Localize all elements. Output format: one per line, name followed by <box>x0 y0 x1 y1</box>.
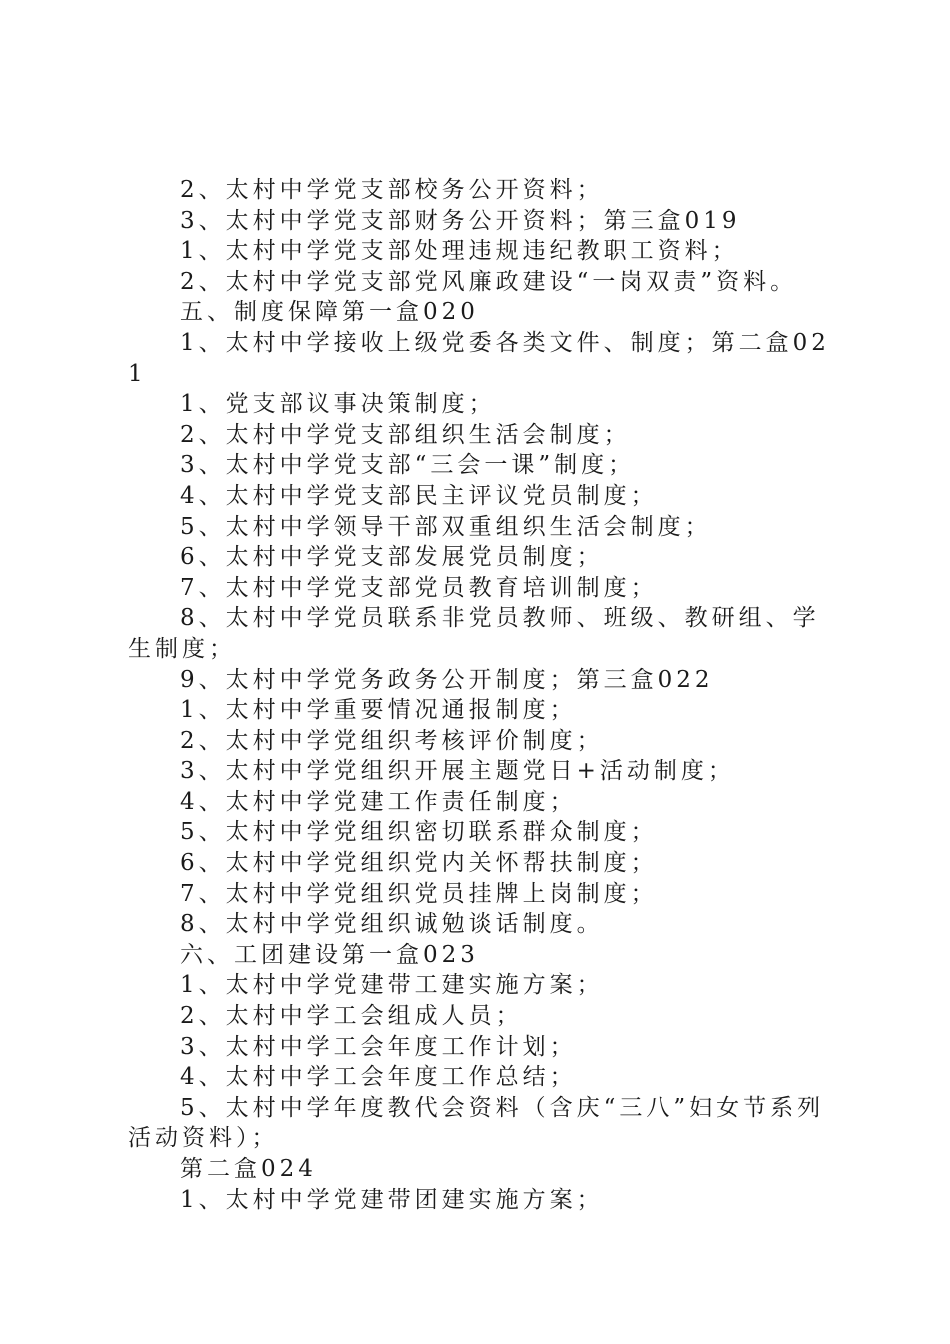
text-line: 4、太村中学党建工作责任制度； <box>180 788 577 815</box>
text-line: 3、太村中学党支部“三会一课”制度； <box>180 452 636 479</box>
section-heading: 五、制度保障第一盒020 <box>180 299 479 326</box>
text-line: 4、太村中学工会年度工作总结； <box>180 1064 577 1091</box>
text-line: 4、太村中学党支部民主评议党员制度； <box>180 482 658 509</box>
text-line: 1、太村中学接收上级党委各类文件、制度；第二盒021 <box>128 329 830 387</box>
text-line: 2、太村中学党支部组织生活会制度； <box>180 421 631 448</box>
text-line: 1、太村中学重要情况通报制度； <box>180 697 577 724</box>
section-heading: 六、工团建设第一盒023 <box>180 941 479 968</box>
text-line: 7、太村中学党组织党员挂牌上岗制度； <box>180 880 658 907</box>
text-line: 5、太村中学党组织密切联系群众制度； <box>180 819 658 846</box>
text-line: 7、太村中学党支部党员教育培训制度； <box>180 574 658 601</box>
text-line: 1、太村中学党建带团建实施方案； <box>180 1186 604 1213</box>
text-line: 2、太村中学工会组成人员； <box>180 1003 523 1030</box>
text-line: 2、太村中学党支部党风廉政建设“一岗双责”资料。 <box>180 268 798 295</box>
text-line: 2、太村中学党支部校务公开资料； <box>180 177 604 203</box>
text-line: 3、太村中学工会年度工作计划； <box>180 1033 577 1060</box>
text-line: 1、太村中学党建带工建实施方案； <box>180 972 604 999</box>
text-line: 1、太村中学党支部处理违规违纪教职工资料； <box>180 238 739 265</box>
text-line: 6、太村中学党组织党内关怀帮扶制度； <box>180 850 658 877</box>
text-line: 6、太村中学党支部发展党员制度； <box>180 544 604 571</box>
text-line: 2、太村中学党组织考核评价制度； <box>180 727 604 754</box>
text-line: 5、太村中学领导干部双重组织生活会制度； <box>180 513 712 540</box>
text-line: 3、太村中学党支部财务公开资料；第三盒019 <box>180 207 741 234</box>
text-line: 1、党支部议事决策制度； <box>180 391 496 418</box>
text-line: 9、太村中学党务政务公开制度；第三盒022 <box>180 666 714 693</box>
box-heading: 第二盒024 <box>180 1156 317 1182</box>
document-body <box>128 175 830 1215</box>
text-line: 5、太村中学年度教代会资料（含庆“三八”妇女节系列活动资料）； <box>128 1094 825 1152</box>
text-line: 8、太村中学党员联系非党员教师、班级、教研组、学生制度； <box>128 605 820 662</box>
text-line: 8、太村中学党组织诚勉谈话制度。 <box>180 911 604 938</box>
text-line: 3、太村中学党组织开展主题党日+活动制度； <box>180 758 735 785</box>
